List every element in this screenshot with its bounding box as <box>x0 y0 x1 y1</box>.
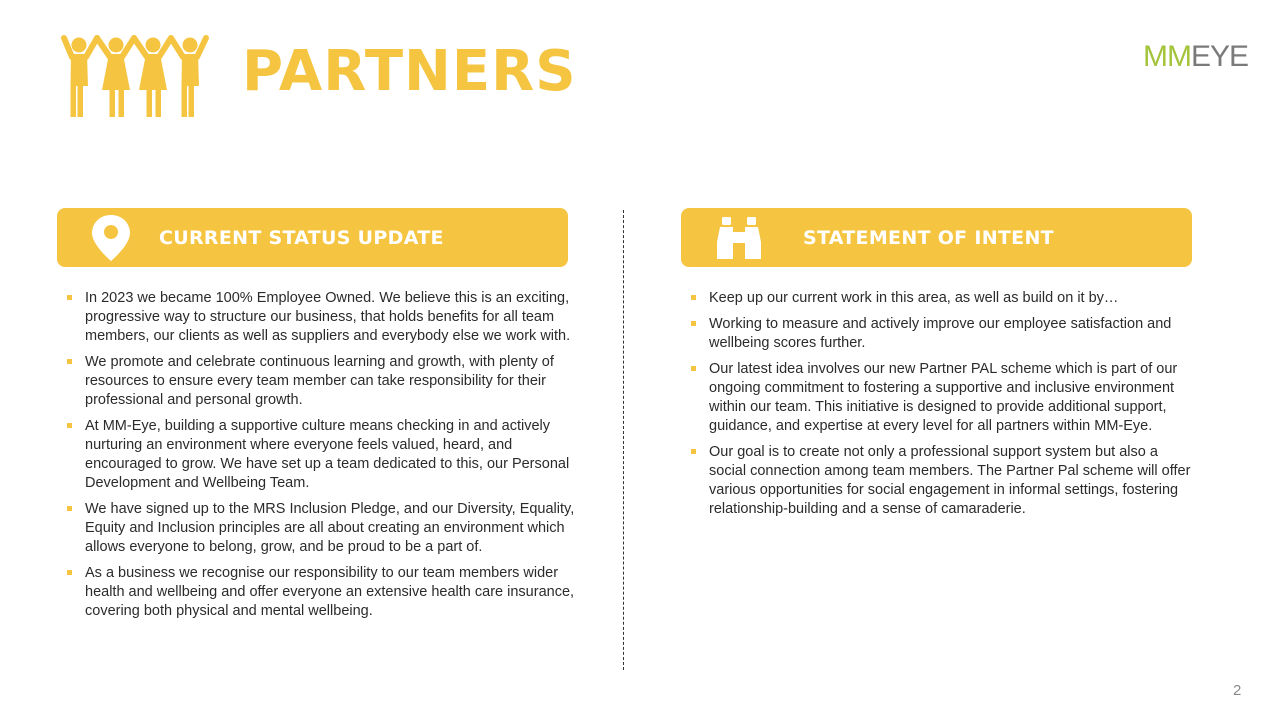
list-item: We promote and celebrate continuous learning and growth, with plenty of resources to ensure every team member can take responsibility for their professional and personal growth. <box>67 353 582 410</box>
current-status-title: CURRENT STATUS UPDATE <box>159 227 444 249</box>
list-item: We have signed up to the MRS Inclusion Pledge, and our Diversity, Equality, Equity and Inclusion principles are all about creating an environment which allows everyone to belong, grow, and be proud to be a part of. <box>67 500 582 557</box>
list-item: Our goal is to create not only a professional support system but also a social connection among team members. The Partner Pal scheme will offer various opportunities for social engagement in informal settings, fostering relationship-building and a sense of camaraderie. <box>691 443 1191 519</box>
list-item: At MM-Eye, building a supportive culture means checking in and actively nurturing an environment where everyone feels valued, heard, and encouraged to grow. We have set up a team dedicated to this, our Personal Development and Wellbeing Team. <box>67 417 582 493</box>
binoculars-icon <box>713 212 765 264</box>
location-pin-icon <box>85 212 137 264</box>
list-item: Our latest idea involves our new Partner PAL scheme which is part of our ongoing commitment to fostering a supportive and inclusive environment within our team. This initiative is designed to provide additional support, guidance, and expertise at every level for all partners within MM-Eye. <box>691 360 1191 436</box>
logo-part-eye: EYE <box>1190 40 1249 73</box>
statement-of-intent-header <box>681 208 1192 267</box>
list-item: Keep up our current work in this area, as well as build on it by… <box>691 289 1191 308</box>
page-title: PARTNERS <box>242 39 577 104</box>
current-status-header <box>57 208 568 267</box>
page-number: 2 <box>1233 682 1242 699</box>
people-holding-hands-icon <box>60 34 210 118</box>
list-item: As a business we recognise our responsibility to our team members wider health and wellbeing and offer everyone an extensive health care insurance, covering both physical and mental wellbeing. <box>67 564 582 621</box>
list-item: Working to measure and actively improve our employee satisfaction and wellbeing scores further. <box>691 315 1191 353</box>
list-item: In 2023 we became 100% Employee Owned. We believe this is an exciting, progressive way to structure our business, that holds benefits for all team members, our clients as well as suppliers and everybody else we work with. <box>67 289 582 346</box>
mm-eye-logo <box>1143 42 1248 72</box>
statement-of-intent-title: STATEMENT OF INTENT <box>803 227 1054 249</box>
current-status-list <box>67 289 582 628</box>
statement-of-intent-list <box>691 289 1191 526</box>
column-divider <box>623 210 624 670</box>
logo-part-mm: MM <box>1143 40 1191 73</box>
